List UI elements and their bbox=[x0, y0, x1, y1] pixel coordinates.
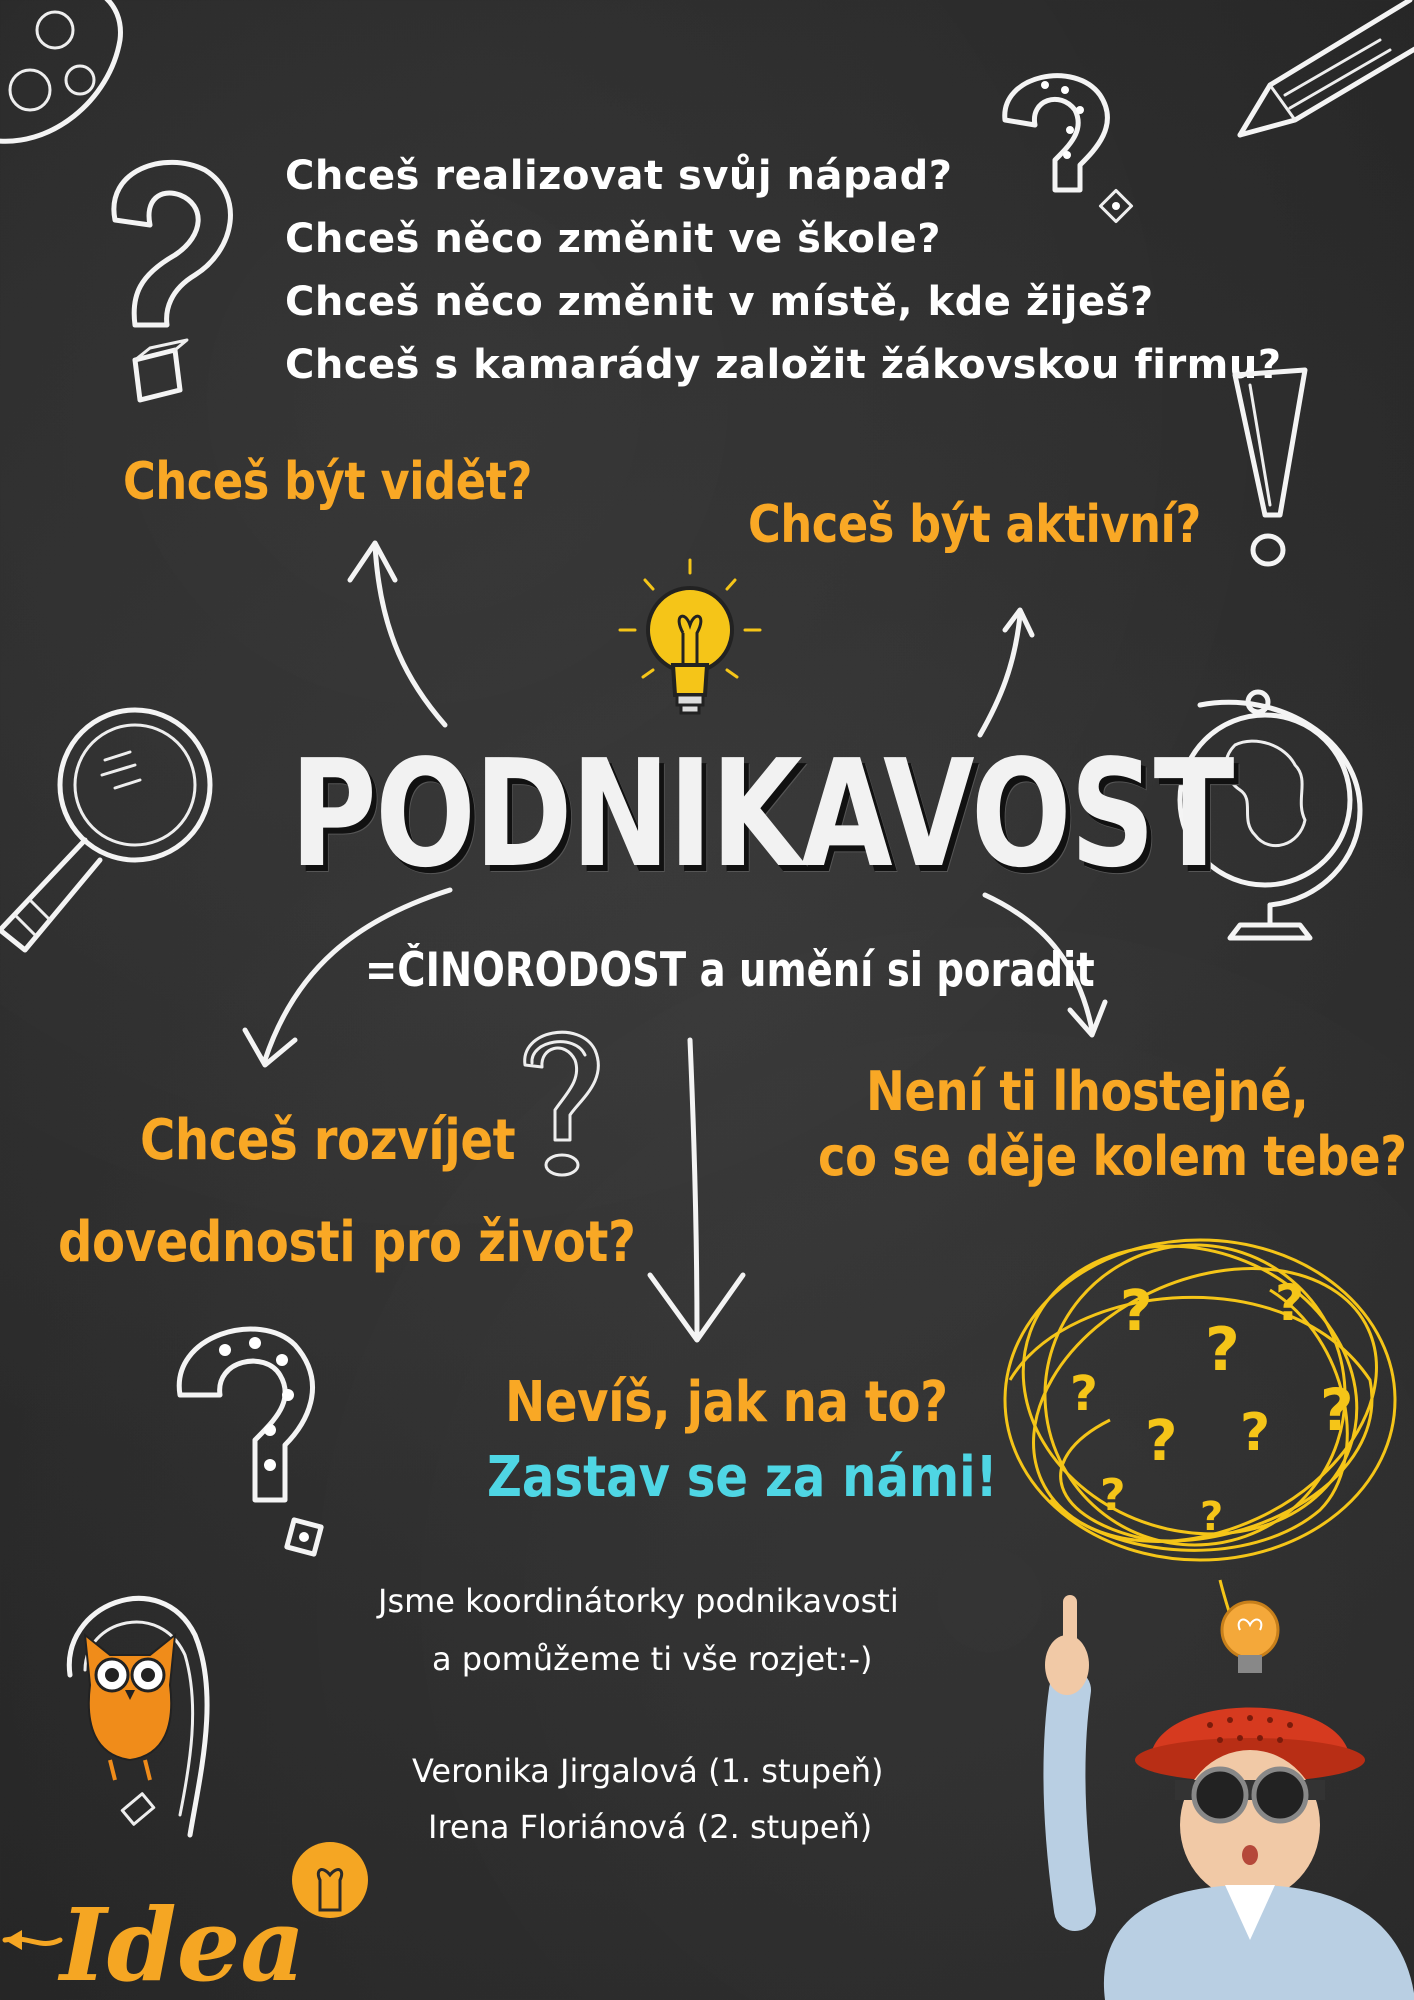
info-text: a pomůžeme ti vše rozjet:-) bbox=[432, 1640, 873, 1678]
prompt-care: co se děje kolem tebe? bbox=[818, 1125, 1407, 1188]
dotted-question-mark-icon bbox=[995, 65, 1165, 235]
prompt-seen: Chceš být vidět? bbox=[123, 452, 533, 512]
question-line: Chceš s kamarády založit žákovskou firmu? bbox=[285, 342, 1282, 388]
question-line: Chceš něco změnit v místě, kde žiješ? bbox=[285, 279, 1154, 325]
svg-text:?: ? bbox=[1200, 1494, 1224, 1540]
prompt-develop: dovednosti pro život? bbox=[58, 1210, 636, 1275]
page-title: PODNIKAVOST bbox=[290, 728, 1233, 900]
prompt-active: Chceš být aktivní? bbox=[748, 495, 1201, 555]
prompt-care: Není ti lhostejné, bbox=[866, 1060, 1309, 1123]
question-line: Chceš realizovat svůj nápad? bbox=[285, 153, 953, 199]
pencil-icon bbox=[1230, 0, 1414, 150]
arrow-icon bbox=[645, 1035, 755, 1355]
svg-text:?: ? bbox=[1320, 1376, 1354, 1444]
coordinator-name: Irena Floriánová (2. stupeň) bbox=[428, 1808, 873, 1846]
svg-text:Idea: Idea bbox=[60, 1886, 306, 2000]
dotted-question-mark-icon bbox=[170, 1315, 350, 1575]
question-mark-icon bbox=[520, 1025, 610, 1185]
subtitle: =ČINORODOST a umění si poradit bbox=[365, 943, 1095, 998]
scribble-question-icon bbox=[990, 1220, 1410, 1600]
magnifier-icon bbox=[0, 700, 230, 960]
svg-text:?: ? bbox=[1240, 1403, 1271, 1463]
exclamation-icon bbox=[1230, 365, 1320, 575]
svg-text:?: ? bbox=[1070, 1366, 1098, 1422]
idea-logo bbox=[0, 1840, 380, 2000]
lightbulb-icon bbox=[615, 555, 765, 715]
svg-text:?: ? bbox=[1100, 1470, 1126, 1521]
info-text: Jsme koordinátorky podnikavosti bbox=[378, 1582, 899, 1620]
svg-text:?: ? bbox=[1205, 1315, 1240, 1385]
prompt-develop: Chceš rozvíjet bbox=[140, 1108, 516, 1173]
boy-photo bbox=[1045, 1580, 1414, 2000]
cta-invite: Zastav se za námi! bbox=[487, 1445, 998, 1510]
question-mark-icon bbox=[95, 150, 245, 410]
coordinator-name: Veronika Jirgalová (1. stupeň) bbox=[412, 1752, 884, 1790]
arrow-icon bbox=[970, 605, 1040, 745]
svg-text:?: ? bbox=[1275, 1274, 1305, 1332]
svg-text:?: ? bbox=[1145, 1409, 1178, 1474]
owl-icon bbox=[40, 1575, 220, 1845]
arrow-icon bbox=[330, 535, 460, 735]
cta-question: Nevíš, jak na to? bbox=[505, 1370, 948, 1435]
question-line: Chceš něco změnit ve škole? bbox=[285, 216, 941, 262]
svg-text:?: ? bbox=[1120, 1279, 1153, 1344]
